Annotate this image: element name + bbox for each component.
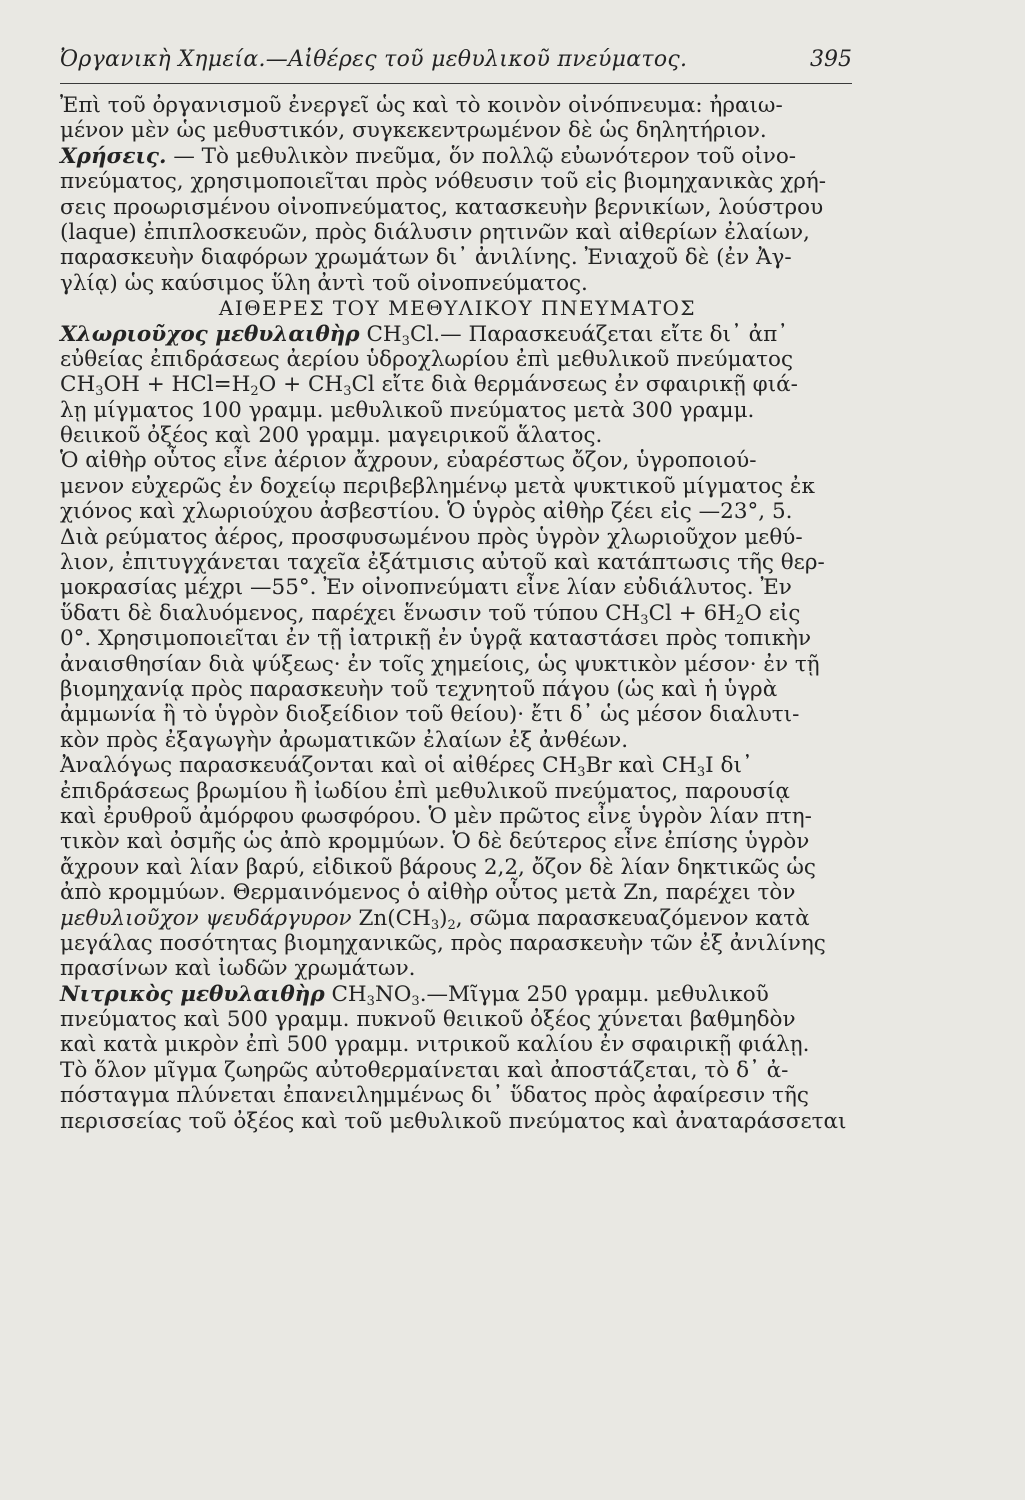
- text-line: περισσείας τοῦ ὀξέος καὶ τοῦ μεθυλικοῦ πνεύματος καὶ ἀναταράσσεται: [60, 1108, 847, 1134]
- text-line: $CH_3OH + HCl=H_2O + CH_3Cl$ εἴτε διὰ θερμάνσεως ἐν σφαιρικῇ φιά-: [60, 372, 798, 400]
- text-line: σεις προωρισμένου οἰνοπνεύματος, κατασκευὴν βερνικίων, λούστρου: [60, 194, 824, 220]
- text-line: Χρήσεις. — Τὸ μεθυλικὸν πνεῦμα, ὅν πολλῷ εὐωνότερον τοῦ οἰνο-: [60, 143, 797, 169]
- text-line: Τὸ ὅλον μῖγμα ζωηρῶς αὐτοθερμαίνεται καὶ ἀποστάζεται, τὸ δ᾿ ἀ-: [60, 1057, 789, 1083]
- text-line: ἄχρουν καὶ λίαν βαρύ, εἰδικοῦ βάρους 2,2, ὄζον δὲ λίαν δηκτικῶς ὡς: [60, 854, 816, 880]
- text-line: Χλωριοῦχος μεθυλαιθὴρ $CH_3Cl.—$ Παρασκευάζεται εἴτε δι᾿ ἀπ᾿: [60, 321, 788, 349]
- text-line: μοκρασίας μέχρι —55°. Ἐν οἰνοπνεύματι εἶνε λίαν εὐδιάλυτος. Ἐν: [60, 575, 792, 601]
- text-line: καὶ ἐρυθροῦ ἀμόρφου φωσφόρου. Ὁ μὲν πρῶτος εἶνε ὑγρὸν λίαν πτη-: [60, 803, 812, 829]
- text-line: ἀμμωνία ἢ τὸ ὑγρὸν διοξείδιον τοῦ θείου)· ἔτι δ᾿ ὡς μέσον διαλυτι-: [60, 702, 800, 728]
- text-line: λῃ μίγματος 100 γραμμ. μεθυλικοῦ πνεύματος μετὰ 300 γραμμ.: [60, 397, 755, 423]
- text-line: θειικοῦ ὀξέος καὶ 200 γραμμ. μαγειρικοῦ ἅλατος.: [60, 423, 603, 449]
- text-line: εὐθείας ἐπιδράσεως ἀερίου ὑδροχλωρίου ἐπὶ μεθυλικοῦ πνεύματος: [60, 346, 793, 372]
- running-head: Ὀργανικὴ Χημεία.—Αἰθέρες τοῦ μεθυλικοῦ πνεύματος.: [60, 47, 688, 72]
- text-line: μενον εὐχερῶς ἐν δοχείῳ περιβεβλημένῳ μετὰ ψυκτικοῦ μίγματος ἐκ: [60, 473, 815, 499]
- text-line: παρασκευὴν διαφόρων χρωμάτων δι᾿ ἀνιλίνης. Ἐνιαχοῦ δὲ (ἐν Ἀγ-: [60, 245, 792, 271]
- text-line: (laque) ἐπιπλοσκευῶν, πρὸς διάλυσιν ρητινῶν καὶ αἰθερίων ἐλαίων,: [60, 219, 810, 245]
- text-line: μένον μὲν ὡς μεθυστικόν, συγκεκεντρωμένον δὲ ὡς δηλητήριον.: [60, 118, 767, 144]
- text-line: λιον, ἐπιτυγχάνεται ταχεῖα ἐξάτμισις αὐτοῦ καὶ κατάπτωσις τῆς θερ-: [60, 550, 825, 576]
- text-line: ἀπὸ κρομμύων. Θερμαινόμενος ὁ αἰθὴρ οὗτος μετὰ Zn, παρέχει τὸν: [60, 880, 796, 906]
- text-line: ἀναισθησίαν διὰ ψύξεως· ἐν τοῖς χημείοις, ὡς ψυκτικὸν μέσον· ἐν τῇ: [60, 651, 820, 677]
- text-line: πνεύματος καὶ 500 γραμμ. πυκνοῦ θειικοῦ ὀξέος χύνεται βαθμηδὸν: [60, 1007, 796, 1033]
- text-line: Ἀναλόγως παρασκευάζονται καὶ οἱ αἰθέρες $CH_3Br$ καὶ $CH_3I$ δι᾿: [60, 753, 753, 781]
- text-line: γλίᾳ) ὡς καύσιμος ὕλη ἀντὶ τοῦ οἰνοπνεύματος.: [60, 270, 588, 296]
- page-header: [60, 47, 852, 84]
- text-line: κὸν πρὸς ἐξαγωγὴν ἀρωματικῶν ἐλαίων ἐξ ἀνθέων.: [60, 727, 629, 753]
- italic-term: μεθυλιοῦχον ψευδάργυρον: [60, 905, 352, 931]
- text-line: Διὰ ρεύματος ἀέρος, προσφυσωμένου πρὸς ὑγρὸν χλωριοῦχον μεθύ-: [60, 524, 803, 550]
- text-line: ὕδατι δὲ διαλυόμενος, παρέχει ἕνωσιν τοῦ τύπου $CH_3Cl + 6H_2O$ εἰς: [60, 600, 801, 628]
- term-heading: Χρήσεις.: [60, 143, 167, 169]
- text-line: πόσταγμα πλύνεται ἐπανειλημμένως δι᾿ ὕδατος πρὸς ἀφαίρεσιν τῆς: [60, 1083, 809, 1109]
- text-line: Νιτρικὸς μεθυλαιθὴρ $CH_3NO_3.—Mῖ\gamma\mu\alpha$ 250 γραμμ. μεθυλικοῦ: [60, 981, 769, 1009]
- text-line: μεθυλιοῦχον ψευδάργυρον $Zn(CH_3)_2$, σῶμα παρασκευαζόμενον κατὰ: [60, 905, 810, 933]
- page-body: [60, 93, 855, 1134]
- text-line: Ὁ αἰθὴρ οὗτος εἶνε ἀέριον ἄχρουν, εὐαρέστως ὄζον, ὑγροποιού-: [60, 448, 757, 474]
- text-line: Ἐπὶ τοῦ ὀργανισμοῦ ἐνεργεῖ ὡς καὶ τὸ κοινὸν οἰνόπνευμα: ἠραιω-: [60, 93, 783, 118]
- text-line: 0°. Χρησιμοποιεῖται ἐν τῇ ἰατρικῇ ἐν ὑγρᾷ καταστάσει πρὸς τοπικὴν: [60, 626, 812, 652]
- page-number: 395: [810, 47, 852, 72]
- text-line: βιομηχανίᾳ πρὸς παρασκευὴν τοῦ τεχνητοῦ πάγου (ὡς καὶ ἡ ὑγρὰ: [60, 676, 778, 702]
- text-line: τικὸν καὶ ὀσμῆς ὡς ἀπὸ κρομμύων. Ὁ δὲ δεύτερος εἶνε ἐπίσης ὑγρὸν: [60, 829, 810, 855]
- text-line: μεγάλας ποσότητας βιομηχανικῶς, πρὸς παρασκευὴν τῶν ἐξ ἀνιλίνης: [60, 930, 826, 956]
- section-title: ΑΙΘΕΡΕΣ ΤΟΥ ΜΕΘΥΛΙΚΟΥ ΠΝΕΥΜΑΤΟΣ: [218, 296, 697, 321]
- text-line: πρασίνων καὶ ἰωδῶν χρωμάτων.: [60, 956, 416, 982]
- text-line: χιόνος καὶ χλωριούχου ἀσβεστίου. Ὁ ὑγρὸς αἰθὴρ ζέει εἰς —23°, 5.: [60, 499, 793, 525]
- text-line: ἐπιδράσεως βρωμίου ἢ ἰωδίου ἐπὶ μεθυλικοῦ πνεύματος, παρουσίᾳ: [60, 778, 790, 804]
- text-line: πνεύματος, χρησιμοποιεῖται πρὸς νόθευσιν τοῦ εἰς βιομηχανικὰς χρή-: [60, 169, 827, 195]
- term-heading: Νιτρικὸς μεθυλαιθὴρ: [60, 981, 325, 1007]
- term-heading: Χλωριοῦχος μεθυλαιθὴρ: [60, 321, 360, 347]
- text-line: καὶ κατὰ μικρὸν ἐπὶ 500 γραμμ. νιτρικοῦ καλίου ἐν σφαιρικῇ φιάλῃ.: [60, 1032, 810, 1058]
